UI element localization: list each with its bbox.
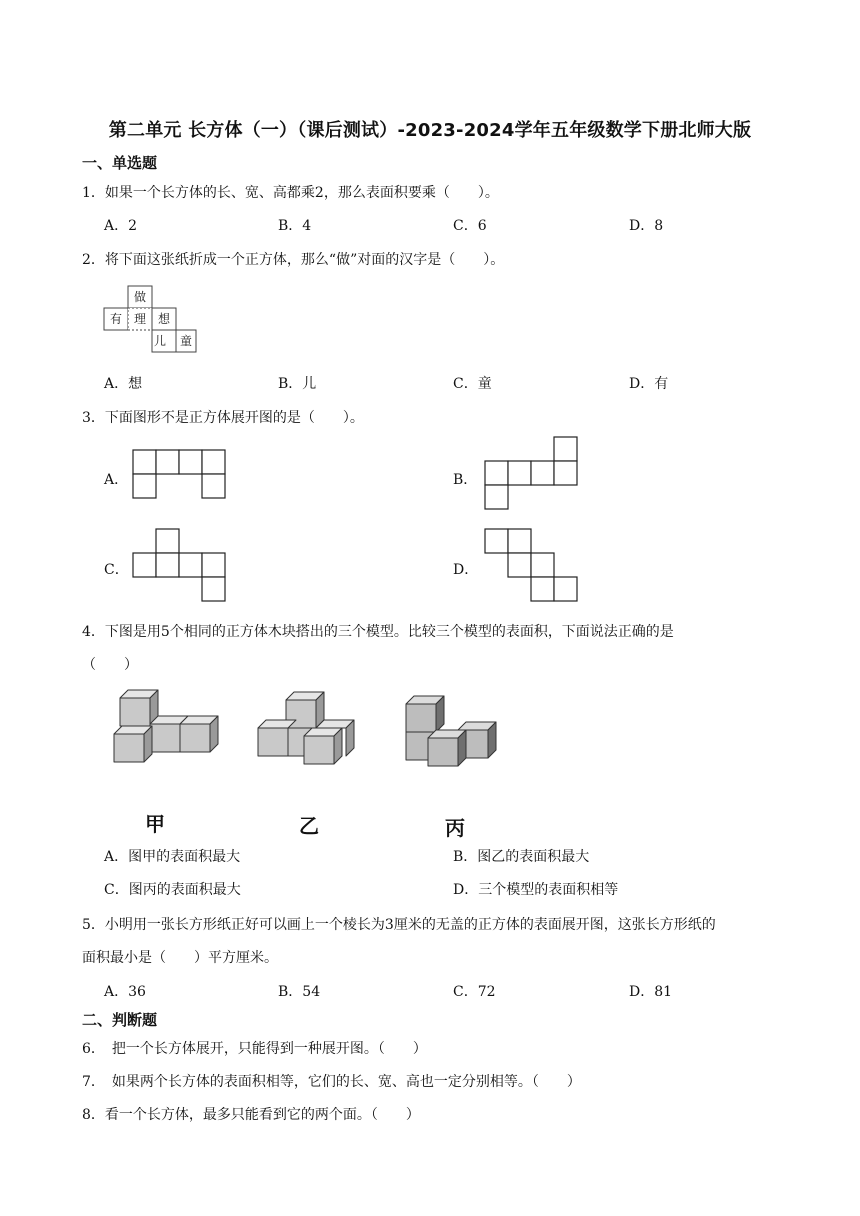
net-cell-you: 有: [109, 312, 123, 326]
question-5-line-2: 面积最小是（ ）平方厘米。: [82, 950, 278, 966]
q3-net-d: [485, 529, 579, 603]
q2-cube-net-figure: [104, 286, 198, 356]
question-7: 7． 如果两个长方体的表面积相等，它们的长、宽、高也一定分别相等。（ ）: [82, 1074, 581, 1090]
q2-option-b[interactable]: B．儿: [278, 376, 317, 392]
net-cell-er: 儿: [153, 334, 167, 348]
q4-option-b[interactable]: B．图乙的表面积最大: [453, 849, 590, 865]
question-3: 3．下面图形不是正方体展开图的是（ ）。: [82, 410, 364, 426]
q3-option-d[interactable]: D．: [453, 562, 479, 578]
q5-option-b[interactable]: B．54: [278, 984, 321, 1000]
question-2: 2．将下面这张纸折成一个正方体，那么“做”对面的汉字是（ ）。: [82, 252, 505, 268]
q3-option-c[interactable]: C．: [104, 562, 129, 578]
q4-option-d[interactable]: D．三个模型的表面积相等: [453, 882, 619, 898]
q3-net-a: [133, 450, 227, 500]
q2-option-a[interactable]: A．想: [104, 376, 143, 392]
net-cell-xiang: 想: [157, 312, 171, 326]
question-4-line-1: 4．下图是用5个相同的正方体木块搭出的三个模型。比较三个模型的表面积，下面说法正确的是: [82, 624, 674, 640]
page-title: 第二单元 长方体（一）（课后测试）-2023-2024学年五年级数学下册北师大版: [108, 120, 752, 141]
q4-label-yi: 乙: [299, 814, 319, 838]
q3-net-c: [133, 529, 227, 603]
question-1: 1．如果一个长方体的长、宽、高都乘2，那么表面积要乘（ ）。: [82, 185, 499, 201]
question-8: 8．看一个长方体，最多只能看到它的两个面。（ ）: [82, 1107, 420, 1123]
q2-option-c[interactable]: C．童: [453, 376, 492, 392]
section-heading-single-choice: 一、单选题: [82, 154, 158, 172]
q5-option-c[interactable]: C．72: [453, 984, 496, 1000]
section-heading-true-false: 二、判断题: [82, 1011, 158, 1029]
q4-label-jia: 甲: [145, 812, 165, 836]
q4-model-yi: [256, 688, 360, 770]
q5-option-a[interactable]: A．36: [104, 984, 146, 1000]
q4-label-bing: 丙: [445, 816, 465, 840]
q1-option-d[interactable]: D．8: [629, 218, 664, 234]
q4-option-c[interactable]: C．图丙的表面积最大: [104, 882, 241, 898]
q1-option-b[interactable]: B．4: [278, 218, 312, 234]
q1-option-a[interactable]: A．2: [104, 218, 138, 234]
net-cell-li: 理: [133, 312, 147, 326]
q3-option-a[interactable]: A．: [104, 472, 129, 488]
q4-model-bing: [404, 690, 508, 770]
question-6: 6． 把一个长方体展开，只能得到一种展开图。（ ）: [82, 1041, 427, 1057]
q3-net-b: [485, 437, 579, 511]
question-4-line-2: （ ）: [82, 657, 138, 673]
q3-option-b[interactable]: B．: [453, 472, 478, 488]
net-cell-zuo: 做: [133, 290, 147, 304]
q2-option-d[interactable]: D．有: [629, 376, 669, 392]
q1-option-c[interactable]: C．6: [453, 218, 487, 234]
q4-model-jia: [112, 686, 222, 766]
q4-option-a[interactable]: A．图甲的表面积最大: [104, 849, 241, 865]
question-5-line-1: 5．小明用一张长方形纸正好可以画上一个棱长为3厘米的无盖的正方体的表面展开图，这张长方形纸的: [82, 917, 716, 933]
net-cell-tong: 童: [179, 334, 193, 348]
q5-option-d[interactable]: D．81: [629, 984, 673, 1000]
